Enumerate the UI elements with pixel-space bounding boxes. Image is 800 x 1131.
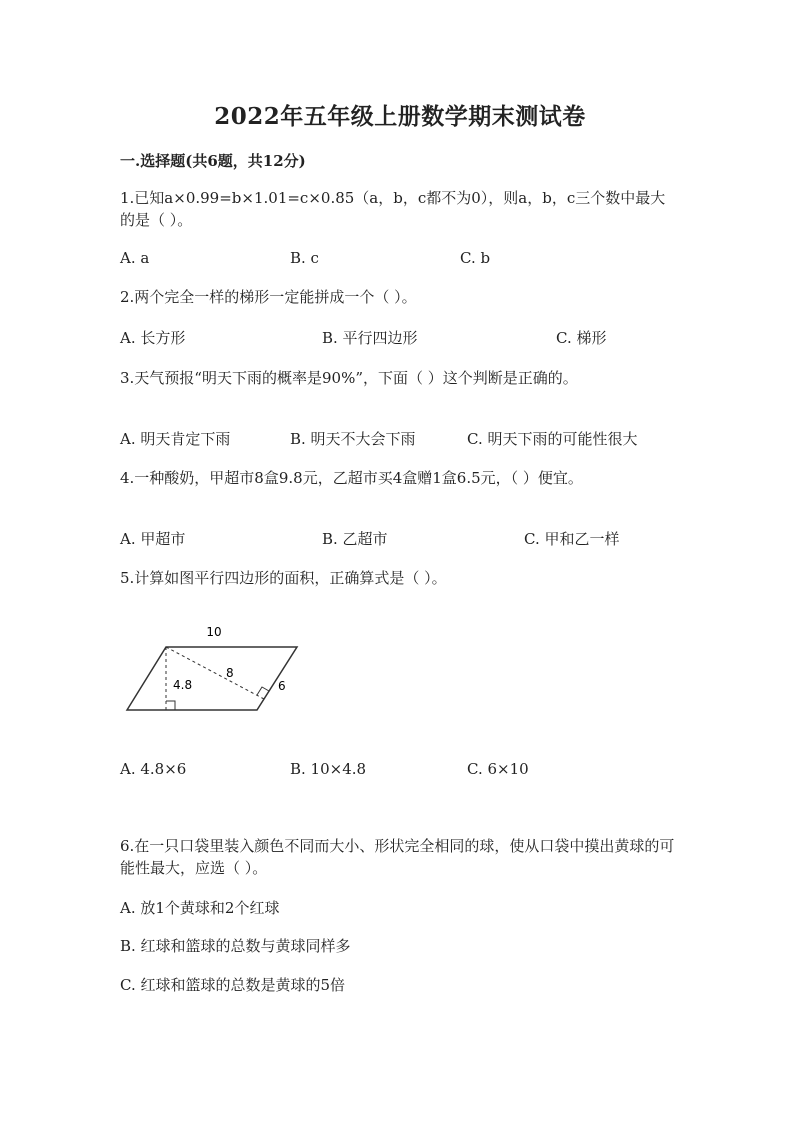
q5-option-b: B. 10×4.8 [290, 760, 367, 778]
q2-option-b: B. 平行四边形 [322, 329, 418, 347]
question-6-text: 6.在一只口袋里装入颜色不同而大小、形状完全相同的球，使从口袋中摸出黄球的可能性最大，应选（ ）。 [120, 837, 675, 877]
q3-option-a: A. 明天肯定下雨 [120, 430, 231, 448]
label-top-side: 10 [206, 625, 222, 639]
q4-option-b: B. 乙超市 [322, 530, 388, 548]
q6-option-b: B. 红球和篮球的总数与黄球同样多 [120, 937, 351, 955]
right-angle-mark-bottom [166, 701, 175, 710]
q1-option-c: C. b [460, 249, 491, 267]
question-5-text: 5.计算如图平行四边形的面积，正确算式是（ ）。 [120, 569, 447, 587]
q4-option-c: C. 甲和乙一样 [524, 530, 620, 548]
question-2-text: 2.两个完全一样的梯形一定能拼成一个（ ）。 [120, 288, 417, 306]
question-3-text: 3.天气预报“明天下雨的概率是90%”，下面（ ）这个判断是正确的。 [120, 369, 578, 387]
q5-option-a: A. 4.8×6 [120, 760, 187, 778]
label-perpendicular: 8 [226, 666, 234, 680]
question-4-text: 4.一种酸奶，甲超市8盒9.8元，乙超市买4盒赠1盒6.5元，（ ）便宜。 [120, 469, 583, 487]
q3-option-b: B. 明天不大会下雨 [290, 430, 416, 448]
q5-option-c: C. 6×10 [467, 760, 529, 778]
q6-option-c: C. 红球和篮球的总数是黄球的5倍 [120, 976, 346, 994]
q1-option-a: A. a [120, 249, 150, 267]
page-title: 2022年五年级上册数学期末测试卷 [214, 103, 586, 130]
q2-option-a: A. 长方形 [120, 329, 186, 347]
label-height: 4.8 [173, 678, 193, 692]
q2-option-c: C. 梯形 [556, 329, 607, 347]
parallelogram-figure [120, 620, 320, 720]
label-side: 6 [278, 679, 286, 693]
parallelogram-shape [127, 647, 297, 710]
section-heading: 一.选择题(共6题，共12分) [120, 152, 306, 170]
q1-option-b: B. c [290, 249, 319, 267]
q4-option-a: A. 甲超市 [120, 530, 186, 548]
q3-option-c: C. 明天下雨的可能性很大 [467, 430, 638, 448]
q6-option-a: A. 放1个黄球和2个红球 [120, 899, 280, 917]
question-1-text: 1.已知a×0.99=b×1.01=c×0.85（a，b，c都不为0），则a，b，c三个数中最大的是（ ）。 [120, 189, 666, 229]
